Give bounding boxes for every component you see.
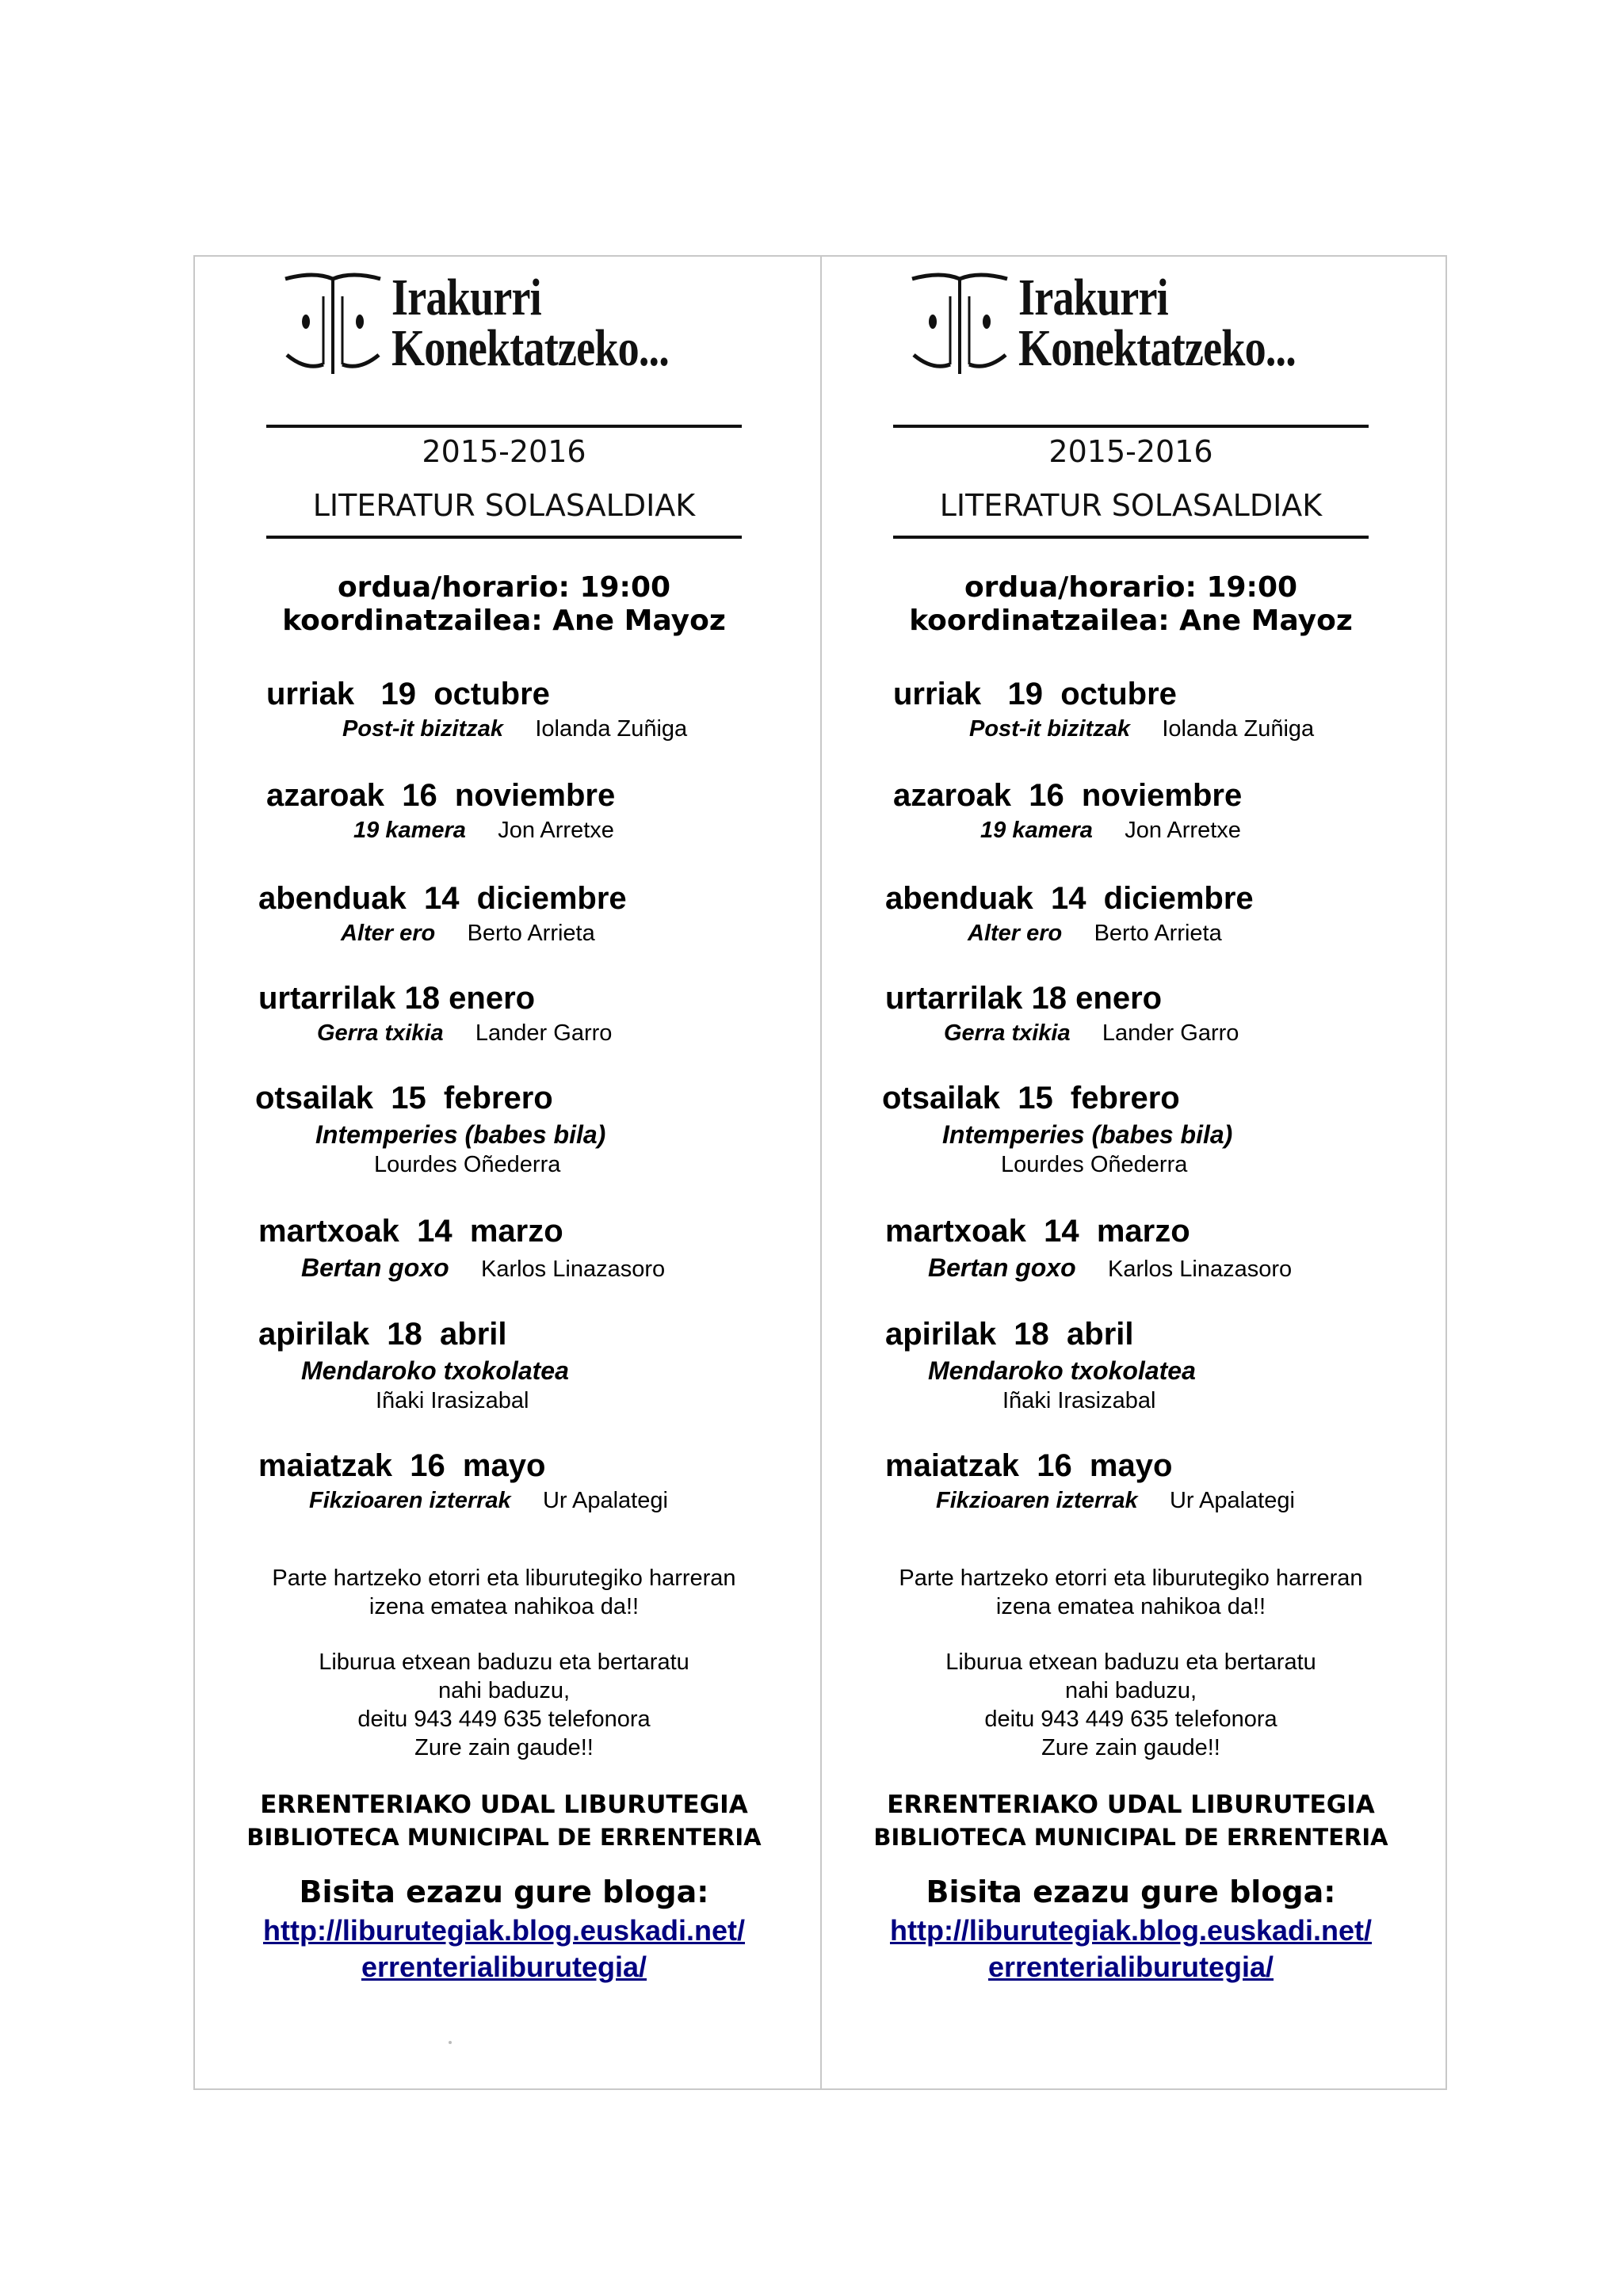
session-date: urriak 19 octubre bbox=[893, 677, 1177, 711]
session-book: Intemperies (babes bila) bbox=[315, 1120, 606, 1149]
session-date: urtarrilak 18 enero bbox=[258, 981, 536, 1016]
coordinator: koordinatzailea: Ane Mayoz bbox=[909, 605, 1353, 637]
session-date: maiatzak 16 mayo bbox=[885, 1448, 1173, 1483]
registration-note: Parte hartzeko etorri eta liburutegiko harreran izena ematea nahikoa da!! bbox=[899, 1566, 1363, 1619]
coordinator: koordinatzailea: Ane Mayoz bbox=[282, 605, 726, 637]
session-book: Fikzioaren izterrak bbox=[936, 1488, 1138, 1513]
session-date: martxoak 14 marzo bbox=[885, 1214, 1190, 1249]
session-book: Bertan goxo bbox=[928, 1253, 1076, 1282]
season: 2015-2016 bbox=[1048, 434, 1213, 469]
session-book: Alter ero bbox=[341, 921, 436, 946]
series-title: LITERATUR SOLASALDIAK bbox=[312, 488, 696, 523]
session-date: apirilak 18 abril bbox=[885, 1317, 1134, 1352]
session-date: otsailak 15 febrero bbox=[255, 1081, 553, 1116]
season: 2015-2016 bbox=[422, 434, 586, 469]
book-face-icon bbox=[282, 273, 385, 383]
session-author: Lander Garro bbox=[1102, 1020, 1239, 1046]
series-title: LITERATUR SOLASALDIAK bbox=[939, 488, 1323, 523]
divider-bottom bbox=[893, 536, 1369, 539]
session-author: Jon Arretxe bbox=[498, 818, 614, 843]
session-book: 19 kamera bbox=[353, 818, 466, 843]
phone-note: Liburua etxean baduzu eta bertaratu nahi baduzu, deitu 943 449 635 telefonora Zure zain gaude!! bbox=[945, 1650, 1316, 1760]
session-date: azaroak 16 noviembre bbox=[893, 778, 1243, 813]
session-book: 19 kamera bbox=[980, 818, 1093, 843]
logo-line2: Konektatzeko... bbox=[391, 319, 669, 377]
session-author: Karlos Linazasoro bbox=[480, 1257, 666, 1282]
session-author: Iñaki Irasizabal bbox=[1002, 1388, 1156, 1413]
session-date: abenduak 14 diciembre bbox=[885, 881, 1254, 916]
session-date: urtarrilak 18 enero bbox=[885, 981, 1163, 1016]
blog-link[interactable]: http://liburutegiak.blog.euskadi.net/ bbox=[262, 1914, 746, 1947]
session-book: Mendaroko txokolatea bbox=[301, 1356, 569, 1385]
logo-line1: Irakurri bbox=[1018, 269, 1168, 326]
blog-link-cont[interactable]: errenterialiburutegia/ bbox=[361, 1951, 647, 1983]
session-book: Post-it bizitzak bbox=[969, 716, 1131, 742]
logo-line2: Konektatzeko... bbox=[1018, 319, 1296, 377]
divider-bottom bbox=[266, 536, 742, 539]
stray-dot bbox=[449, 2041, 452, 2044]
session-author: Iñaki Irasizabal bbox=[376, 1388, 529, 1413]
blog-link-cont[interactable]: errenterialiburutegia/ bbox=[987, 1951, 1274, 1983]
session-book: Gerra txikia bbox=[944, 1020, 1071, 1046]
session-date: martxoak 14 marzo bbox=[258, 1214, 563, 1249]
visit-blog: Bisita ezazu gure bloga: bbox=[299, 1875, 709, 1909]
library-name-es: BIBLIOTECA MUNICIPAL DE ERRENTERIA bbox=[873, 1824, 1388, 1851]
flyer-right bbox=[820, 257, 1445, 2088]
session-author: Berto Arrieta bbox=[1094, 921, 1222, 946]
divider-top bbox=[266, 425, 742, 428]
session-author: Jon Arretxe bbox=[1125, 818, 1241, 843]
session-book: Intemperies (babes bila) bbox=[942, 1120, 1233, 1149]
session-date: apirilak 18 abril bbox=[258, 1317, 507, 1352]
session-author: Iolanda Zuñiga bbox=[1162, 716, 1315, 742]
registration-note: Parte hartzeko etorri eta liburutegiko harreran izena ematea nahikoa da!! bbox=[272, 1566, 736, 1619]
session-author: Berto Arrieta bbox=[467, 921, 595, 946]
session-date: urriak 19 octubre bbox=[266, 677, 550, 711]
book-face-icon bbox=[909, 273, 1012, 383]
library-name-es: BIBLIOTECA MUNICIPAL DE ERRENTERIA bbox=[246, 1824, 762, 1851]
session-book: Fikzioaren izterrak bbox=[309, 1488, 511, 1513]
logo-line1: Irakurri bbox=[391, 269, 541, 326]
logo bbox=[282, 269, 742, 383]
flyer-sheet bbox=[193, 255, 1447, 2090]
session-author: Ur Apalategi bbox=[542, 1488, 668, 1513]
session-author: Lander Garro bbox=[475, 1020, 613, 1046]
divider-top bbox=[893, 425, 1369, 428]
flyer-left bbox=[195, 257, 820, 2088]
session-date: otsailak 15 febrero bbox=[882, 1081, 1180, 1116]
visit-blog: Bisita ezazu gure bloga: bbox=[926, 1875, 1336, 1909]
session-book: Alter ero bbox=[968, 921, 1063, 946]
schedule: ordua/horario: 19:00 bbox=[337, 571, 671, 604]
logo bbox=[909, 269, 1369, 383]
session-author: Lourdes Oñederra bbox=[374, 1152, 561, 1177]
session-book: Bertan goxo bbox=[301, 1253, 449, 1282]
session-book: Post-it bizitzak bbox=[342, 716, 504, 742]
session-date: maiatzak 16 mayo bbox=[258, 1448, 546, 1483]
session-book: Gerra txikia bbox=[317, 1020, 444, 1046]
session-author: Iolanda Zuñiga bbox=[535, 716, 688, 742]
library-name-eu: ERRENTERIAKO UDAL LIBURUTEGIA bbox=[887, 1791, 1375, 1819]
phone-note: Liburua etxean baduzu eta bertaratu nahi baduzu, deitu 943 449 635 telefonora Zure zain gaude!! bbox=[319, 1650, 689, 1760]
blog-link[interactable]: http://liburutegiak.blog.euskadi.net/ bbox=[889, 1914, 1373, 1947]
schedule: ordua/horario: 19:00 bbox=[964, 571, 1298, 604]
session-author: Ur Apalategi bbox=[1169, 1488, 1295, 1513]
library-name-eu: ERRENTERIAKO UDAL LIBURUTEGIA bbox=[260, 1791, 748, 1819]
session-author: Lourdes Oñederra bbox=[1001, 1152, 1188, 1177]
session-book: Mendaroko txokolatea bbox=[928, 1356, 1196, 1385]
session-author: Karlos Linazasoro bbox=[1107, 1257, 1293, 1282]
session-date: abenduak 14 diciembre bbox=[258, 881, 627, 916]
session-date: azaroak 16 noviembre bbox=[266, 778, 616, 813]
